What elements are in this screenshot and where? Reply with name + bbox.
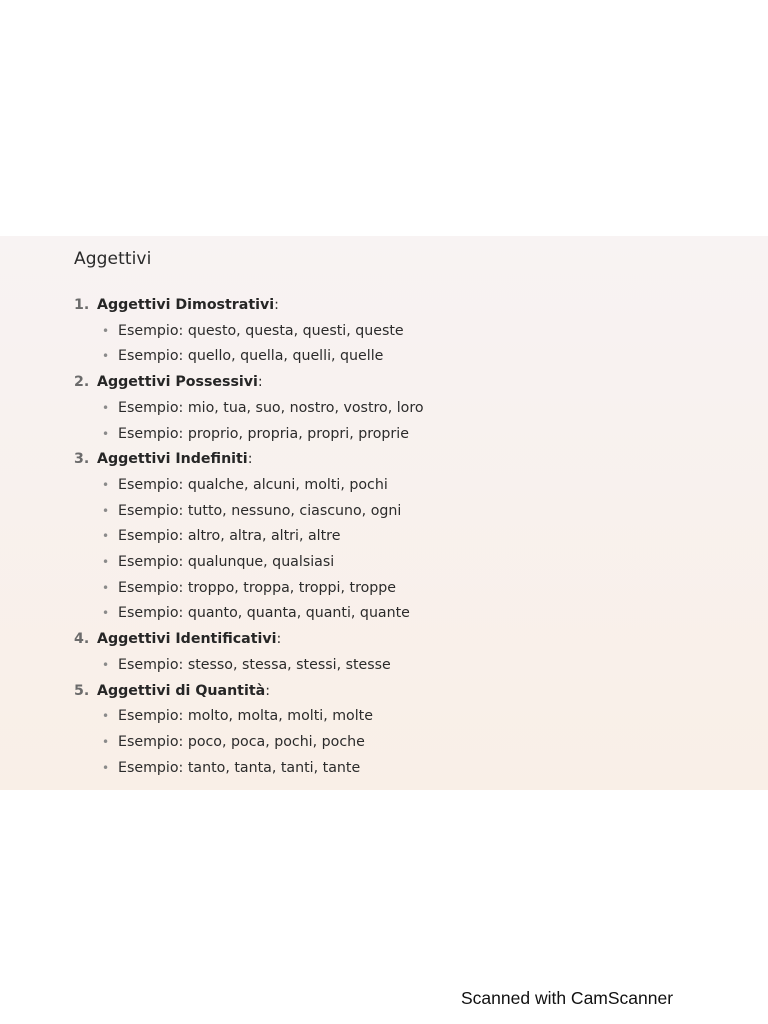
bullet-icon: • xyxy=(102,477,110,492)
example-text: Esempio: tanto, tanta, tanti, tante xyxy=(118,759,361,776)
example-text: Esempio: stesso, stessa, stessi, stesse xyxy=(118,656,391,673)
section-label xyxy=(97,628,281,650)
heading-colon: : xyxy=(274,297,279,313)
section-label xyxy=(97,680,270,702)
bullet-icon: • xyxy=(102,323,110,338)
example-text: Esempio: troppo, troppa, troppi, troppe xyxy=(118,579,397,596)
bullet-icon: • xyxy=(102,426,110,441)
example-text: Esempio: quanto, quanta, quanti, quante xyxy=(118,605,410,622)
bullet-icon: • xyxy=(102,555,110,569)
bullet-icon: • xyxy=(102,734,110,749)
section-heading-text: Aggettivi di Quantità xyxy=(97,682,266,699)
section-number: 1. xyxy=(74,297,90,313)
section-number: 2. xyxy=(74,374,90,391)
example-text: Esempio: altro, altra, altri, altre xyxy=(118,528,341,545)
bullet-icon: • xyxy=(102,606,110,621)
heading-colon: : xyxy=(247,451,253,468)
example-text: Esempio: qualunque, qualsiasi xyxy=(118,554,335,570)
document-title: Aggettivi xyxy=(74,249,152,269)
example-text: Esempio: quello, quella, quelli, quelle xyxy=(118,348,384,365)
example-text: Esempio: questo, questa, questi, queste xyxy=(118,322,404,339)
section-label xyxy=(97,371,263,393)
bullet-icon: • xyxy=(102,400,110,415)
example-text: Esempio: molto, molta, molti, molte xyxy=(118,708,373,725)
bullet-icon: • xyxy=(102,529,110,544)
heading-colon: : xyxy=(276,631,282,648)
bullet-icon: • xyxy=(102,657,110,672)
bullet-icon: • xyxy=(102,349,110,364)
heading-colon: : xyxy=(265,682,270,699)
example-text: Esempio: poco, poca, pochi, poche xyxy=(118,733,365,750)
bullet-icon: • xyxy=(102,760,110,775)
bullet-icon: • xyxy=(102,503,110,518)
section-heading-text: Aggettivi Identificativi xyxy=(97,631,277,648)
bullet-icon: • xyxy=(102,580,110,595)
section-heading-text: Aggettivi Possessivi xyxy=(97,374,258,391)
section-heading-text: Aggettivi Indefiniti xyxy=(97,451,248,468)
example-text: Esempio: qualche, alcuni, molti, pochi xyxy=(118,476,388,493)
bullet-icon: • xyxy=(102,709,110,724)
example-text: Esempio: mio, tua, suo, nostro, vostro, loro xyxy=(118,399,424,416)
section-label xyxy=(97,294,279,316)
heading-colon: : xyxy=(257,374,263,391)
example-text: Esempio: proprio, propria, propri, proprie xyxy=(118,425,409,442)
example-text: Esempio: tutto, nessuno, ciascuno, ogni xyxy=(118,502,402,519)
section-number: 3. xyxy=(74,451,90,468)
section-number: 4. xyxy=(74,631,90,648)
section-label xyxy=(97,448,252,470)
section-heading-text: Aggettivi Dimostrativi xyxy=(97,297,275,313)
scanner-watermark: Scanned with CamScanner xyxy=(461,988,674,1008)
section-number: 5. xyxy=(74,682,90,699)
